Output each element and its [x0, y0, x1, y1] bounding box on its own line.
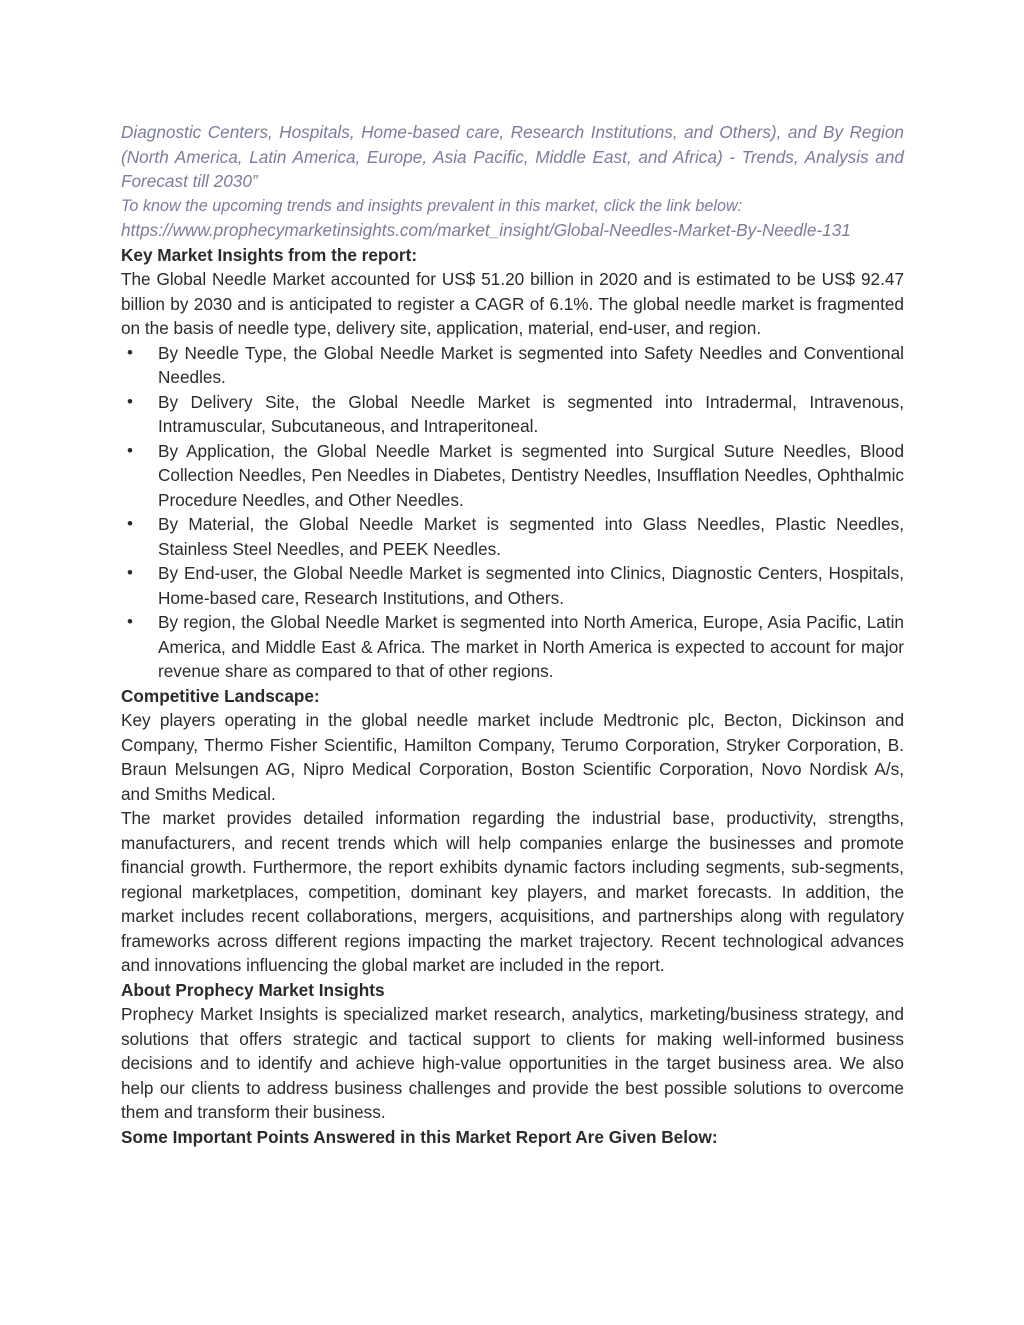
- document-page: [121, 120, 904, 1149]
- important-points-heading: Some Important Points Answered in this Market Report Are Given Below:: [121, 1126, 718, 1147]
- segment-list: [121, 341, 904, 684]
- list-item: • By Material, the Global Needle Market is segmented into Glass Needles, Plastic Needles, Stainless Steel Needles, and PEEK Needles.: [121, 512, 904, 561]
- list-item: • By Needle Type, the Global Needle Market is segmented into Safety Needles and Conventional Needles.: [121, 341, 904, 390]
- list-item: • By Application, the Global Needle Market is segmented into Surgical Suture Needles, Blood Collection Needles, Pen Needles in Diabetes, Dentistry Needles, Insufflation Needles, Ophthalmic Procedure Needles, and Other Needles.: [121, 439, 904, 513]
- market-details-paragraph: The market provides detailed information regarding the industrial base, productivity, strengths, manufacturers, and recent trends which will help companies enlarge the businesses and promote financial growth. Furthermore, the report exhibits dynamic factors including segments, sub-segments, regional marketplaces, competition, dominant key players, and market forecasts. In addition, the market includes recent collaborations, mergers, acquisitions, and partnerships along with regulatory frameworks across different regions impacting the market trajectory. Recent technological advances and innovations influencing the global market are included in the report.: [121, 808, 904, 975]
- report-title-tail: Diagnostic Centers, Hospitals, Home-based care, Research Institutions, and Others), and By Region (North America, Latin America, Europe, Asia Pacific, Middle East, and Africa) - Trends, Analysis and Forecast till 2030”: [121, 122, 904, 191]
- list-item: • By Delivery Site, the Global Needle Market is segmented into Intradermal, Intravenous, Intramuscular, Subcutaneous, and Intraperitoneal.: [121, 390, 904, 439]
- key-insights-summary: The Global Needle Market accounted for US$ 51.20 billion in 2020 and is estimated to be US$ 92.47 billion by 2030 and is anticipated to register a CAGR of 6.1%. The global needle market is fragmented on the basis of needle type, delivery site, application, material, end-user, and region.: [121, 269, 904, 338]
- competitive-heading: Competitive Landscape:: [121, 685, 320, 706]
- list-item: • By region, the Global Needle Market is segmented into North America, Europe, Asia Pacific, Latin America, and Middle East & Africa. The market in North America is expected to account for major revenue share as compared to that of other regions.: [121, 610, 904, 684]
- report-link[interactable]: https://www.prophecymarketinsights.com/market_insight/Global-Needles-Market-By-Needle-131: [121, 220, 851, 240]
- link-prompt: To know the upcoming trends and insights prevalent in this market, click the link below:: [121, 196, 743, 215]
- key-insights-heading: Key Market Insights from the report:: [121, 244, 418, 265]
- list-item: • By End-user, the Global Needle Market is segmented into Clinics, Diagnostic Centers, Hospitals, Home-based care, Research Institutions, and Others.: [121, 561, 904, 610]
- about-paragraph: Prophecy Market Insights is specialized market research, analytics, marketing/business strategy, and solutions that offers strategic and tactical support to clients for making well-informed business decisions and to identify and achieve high-value opportunities in the target business area. We also help our clients to address business challenges and provide the best possible solutions to overcome them and transform their business.: [121, 1004, 904, 1122]
- about-heading: About Prophecy Market Insights: [121, 979, 385, 1000]
- key-players-paragraph: Key players operating in the global needle market include Medtronic plc, Becton, Dickinson and Company, Thermo Fisher Scientific, Hamilton Company, Terumo Corporation, Stryker Corporation, B. Braun Melsungen AG, Nipro Medical Corporation, Boston Scientific Corporation, Novo Nordisk A/s, and Smiths Medical.: [121, 710, 904, 804]
